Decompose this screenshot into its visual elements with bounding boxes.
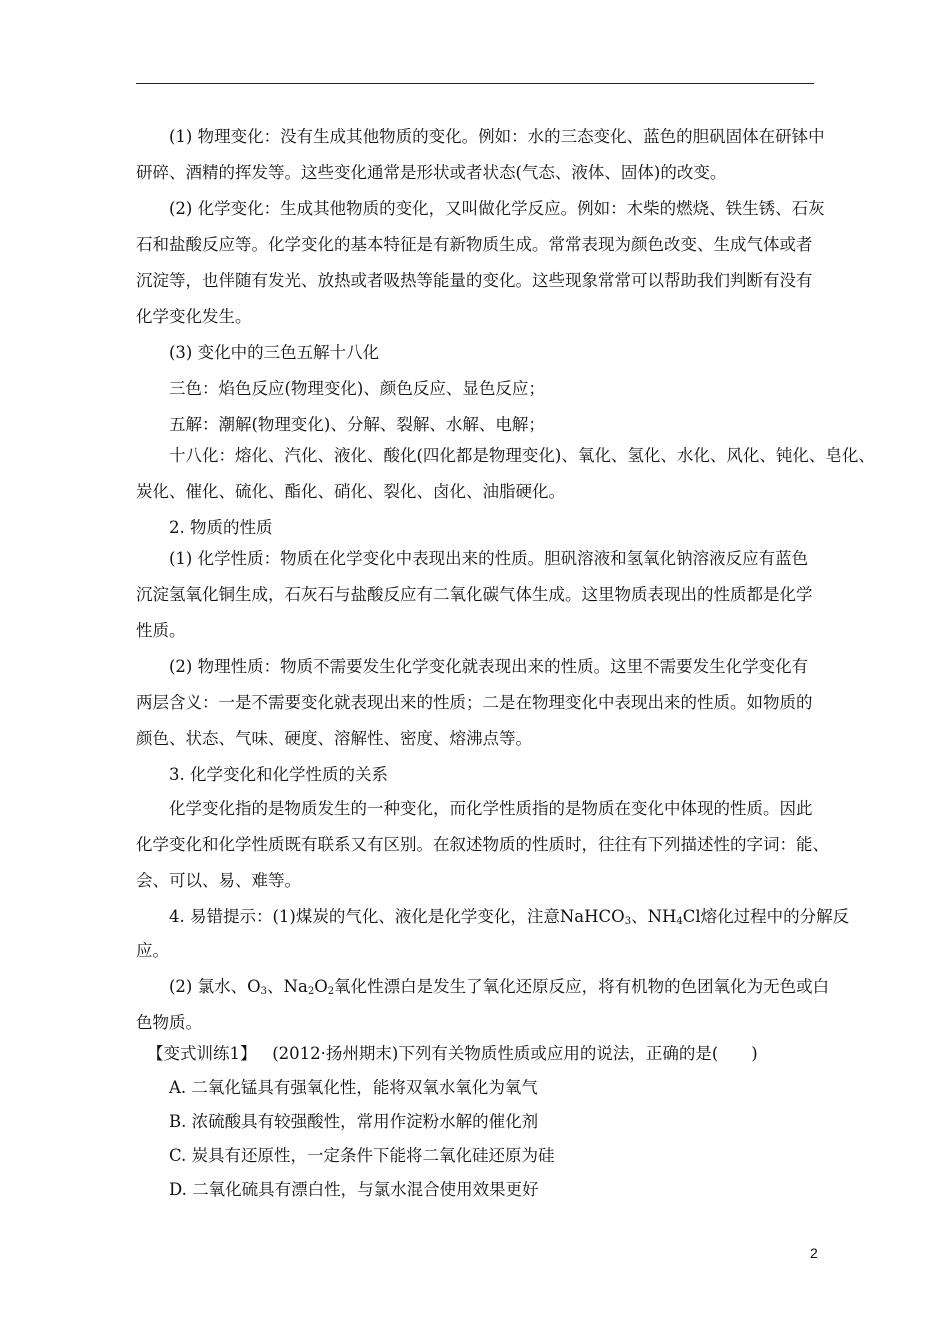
text-line: 会、可以、易、难等。 (136, 871, 301, 890)
subscript: 4 (676, 916, 683, 927)
text-line: 沉淀等，也伴随有发光、放热或者吸热等能量的变化。这些现象常常可以帮助我们判断有没有 (136, 271, 813, 290)
tip-text: O (314, 977, 328, 996)
page-number: 2 (810, 1245, 818, 1261)
text-line: 炭化、催化、硫化、酯化、硝化、裂化、卤化、油脂硬化。 (136, 482, 565, 501)
subscript: 3 (260, 986, 268, 997)
text-line: 化学变化和化学性质既有联系又有区别。在叙述物质的性质时，往往有下列描述性的字词：能、 (136, 835, 829, 854)
tip-line (169, 907, 869, 932)
text-line: (3) 变化中的三色五解十八化 (169, 343, 380, 362)
tip-line (169, 977, 869, 1002)
option-b: B. 浓硫酸具有较强酸性，常用作淀粉水解的催化剂 (169, 1112, 539, 1131)
text-line: 五解：潮解(物理变化)、分解、裂解、水解、电解； (169, 415, 545, 434)
exercise-tag: 【变式训练1】 (147, 1044, 257, 1063)
exercise-line (147, 1044, 847, 1064)
exercise-question: (2012·扬州期末)下列有关物质性质或应用的说法，正确的是( ) (272, 1044, 758, 1063)
text-line: 性质。 (136, 621, 186, 640)
tip-text: 氧化性漂白是发生了氧化还原反应，将有机物的色团氧化为无色或白 (334, 977, 830, 996)
tip-text: (1)煤炭的气化、液化是化学变化，注意NaHCO (272, 907, 625, 926)
text-line: 十八化：熔化、汽化、液化、酸化(四化都是物理变化)、氧化、氢化、水化、风化、钝化、皂化、 (169, 446, 875, 465)
option-c: C. 炭具有还原性，一定条件下能将二氧化硅还原为硅 (169, 1146, 555, 1165)
text-line: (1) 物理变化：没有生成其他物质的变化。例如：水的三态变化、蓝色的胆矾固体在研钵中 (169, 127, 825, 146)
option-d: D. 二氧化硫具有漂白性，与氯水混合使用效果更好 (169, 1180, 539, 1199)
text-line: 化学变化指的是物质发生的一种变化，而化学性质指的是物质在变化中体现的性质。因此 (169, 799, 813, 818)
text-line: 应。 (136, 941, 169, 960)
text-line: 研碎、酒精的挥发等。这些变化通常是形状或者状态(气态、液体、固体)的改变。 (136, 163, 727, 182)
section-heading: 3. 化学变化和化学性质的关系 (169, 765, 388, 784)
text-line: (1) 化学性质：物质在化学变化中表现出来的性质。胆矾溶液和氢氧化钠溶液反应有蓝色 (169, 549, 809, 568)
text-line: 沉淀氢氧化铜生成，石灰石与盐酸反应有二氧化碳气体生成。这里物质表现出的性质都是化学 (136, 585, 813, 604)
section-heading: 2. 物质的性质 (169, 518, 273, 537)
text-line: 石和盐酸反应等。化学变化的基本特征是有新物质生成。常常表现为颜色改变、生成气体或者 (136, 235, 813, 254)
header-rule (136, 83, 814, 84)
text-line: 色物质。 (136, 1013, 202, 1032)
text-line: (2) 物理性质：物质不需要发生化学变化就表现出来的性质。这里不需要发生化学变化有 (169, 657, 809, 676)
subscript: 2 (327, 986, 335, 997)
text-line: 三色：焰色反应(物理变化)、颜色反应、显色反应； (169, 379, 545, 398)
tip-text: 、NH (631, 907, 677, 926)
tip-text: (2) 氯水、O (169, 977, 261, 996)
option-a: A. 二氧化锰具有强氧化性，能将双氧水氧化为氧气 (169, 1078, 538, 1097)
tip-text: 、Na (267, 977, 308, 996)
tip-text: Cl熔化过程中的分解反 (682, 907, 850, 926)
subscript: 2 (307, 986, 315, 997)
text-line: (2) 化学变化：生成其他物质的变化，又叫做化学反应。例如：木柴的燃烧、铁生锈、石灰 (169, 199, 825, 218)
subscript: 3 (624, 916, 632, 927)
text-line: 化学变化发生。 (136, 307, 252, 326)
text-line: 颜色、状态、气味、硬度、溶解性、密度、熔沸点等。 (136, 729, 532, 748)
text-line: 两层含义：一是不需要变化就表现出来的性质；二是在物理变化中表现出来的性质。如物质的 (136, 693, 813, 712)
tip-label: 4. 易错提示： (169, 907, 273, 926)
